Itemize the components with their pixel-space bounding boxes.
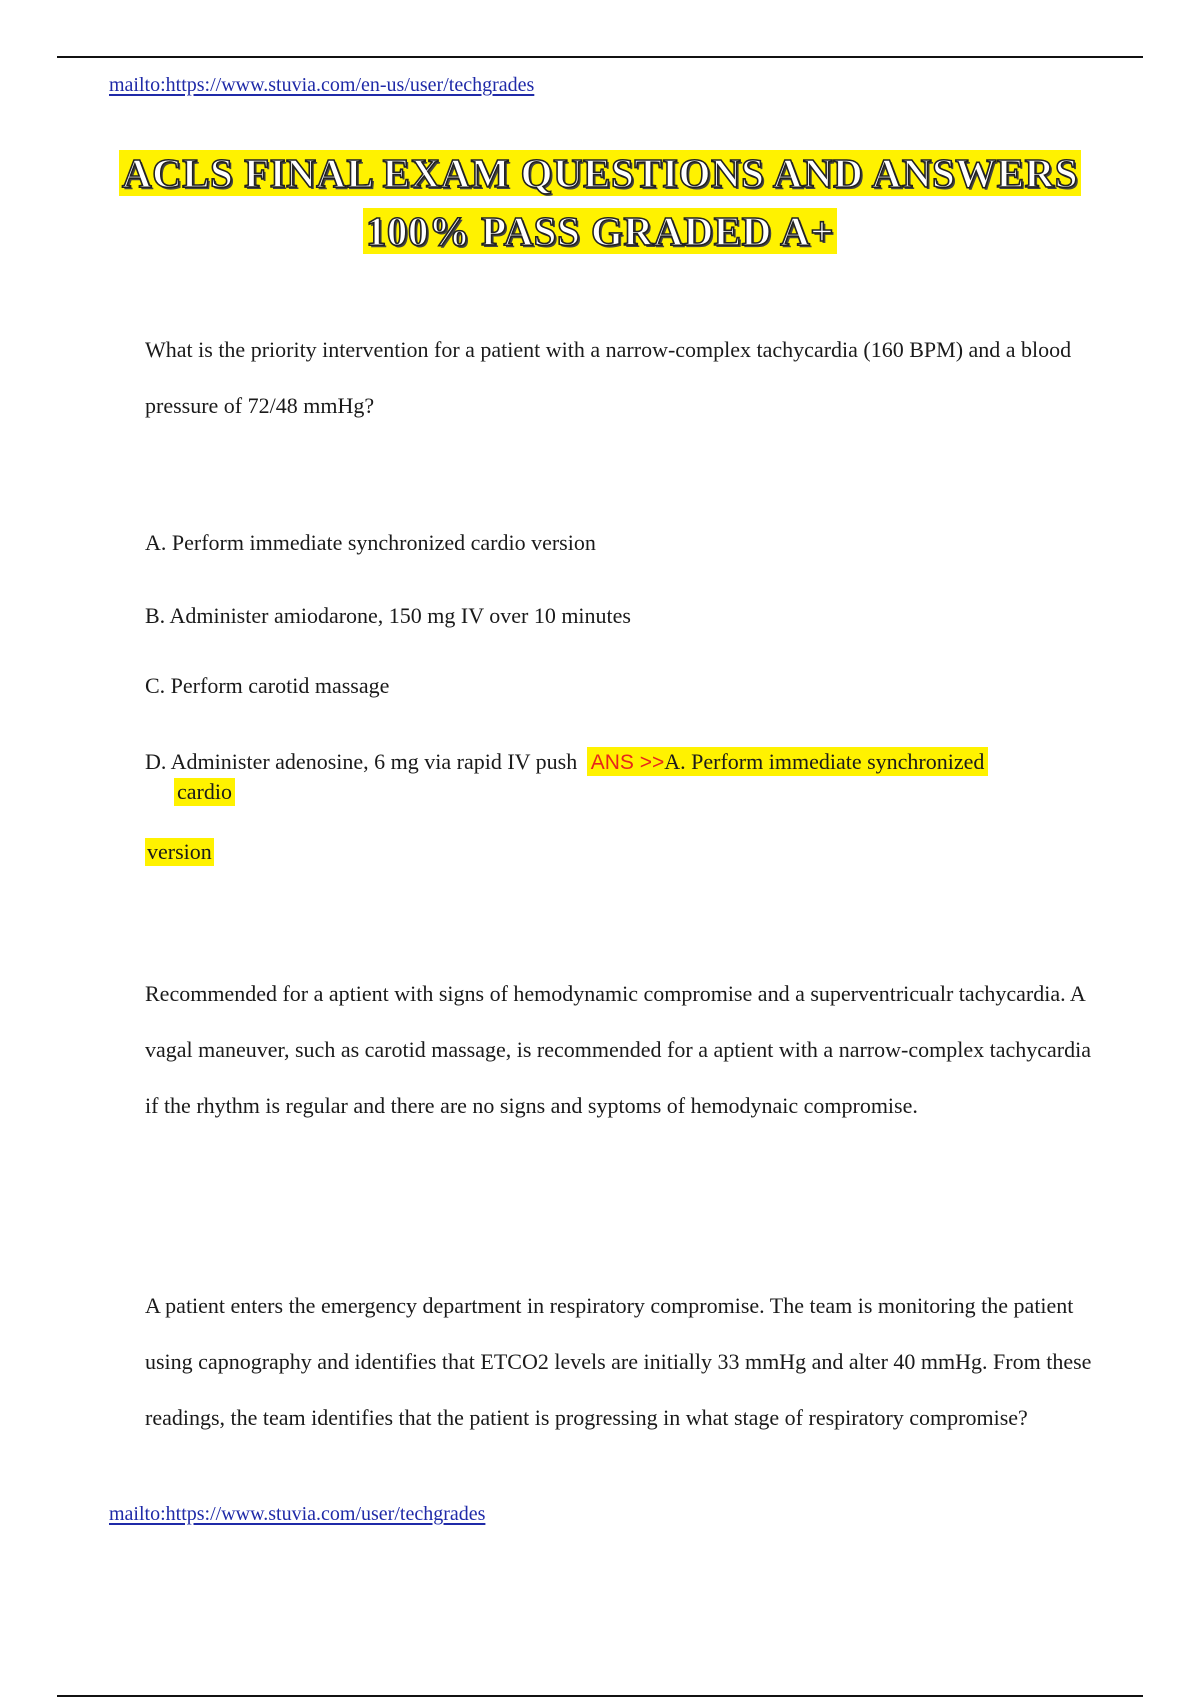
question-1-option-d [145, 749, 988, 775]
question-1-text: What is the priority intervention for a patient with a narrow-complex tachycardia (160 BPM) and a blood pressure of 72/48 mmHg? [145, 337, 1072, 418]
question-1-rationale: Recommended for a aptient with signs of hemodynamic compromise and a superventricualr tachycardia. A vagal maneuver, such as carotid massage, is recommended for a aptient with a narrow-complex tachycardia if the rhythm is regular and there are no signs and syptoms of hemodynaic compromise. [145, 981, 1091, 1118]
footer-mailto-link[interactable]: mailto:https://www.stuvia.com/user/techgrades [109, 1503, 486, 1525]
question-1-option-c: C. Perform carotid massage [145, 673, 390, 698]
bottom-rule [57, 1695, 1143, 1697]
option-d-label: D. Administer adenosine, 6 mg via rapid IV push [145, 749, 578, 774]
question-2-text: A patient enters the emergency department in respiratory compromise. The team is monitoring the patient using capnography and identifies that ETCO2 levels are initially 33 mmHg and alter 40 mmHg. From these readings, the team identifies that the patient is progressing in what stage of respiratory compromise? [145, 1293, 1092, 1430]
header-mailto-link[interactable]: mailto:https://www.stuvia.com/en-us/user/techgrades [109, 74, 535, 96]
answer-text-line-3: version [147, 839, 212, 864]
top-rule [57, 56, 1143, 58]
title-line-2: 100% PASS GRADED A+ [363, 208, 837, 254]
question-1-option-b: B. Administer amiodarone, 150 mg IV over 10 minutes [145, 603, 631, 628]
document-title [0, 144, 1200, 260]
answer-prefix: ANS >> [590, 751, 665, 774]
answer-text-line-2: cardio [174, 778, 235, 806]
title-line-1: ACLS FINAL EXAM QUESTIONS AND ANSWERS [119, 150, 1081, 196]
answer-highlight [587, 747, 989, 776]
answer-text-line-1: A. Perform immediate synchronized [664, 749, 985, 774]
question-1-option-a: A. Perform immediate synchronized cardio version [145, 530, 596, 555]
